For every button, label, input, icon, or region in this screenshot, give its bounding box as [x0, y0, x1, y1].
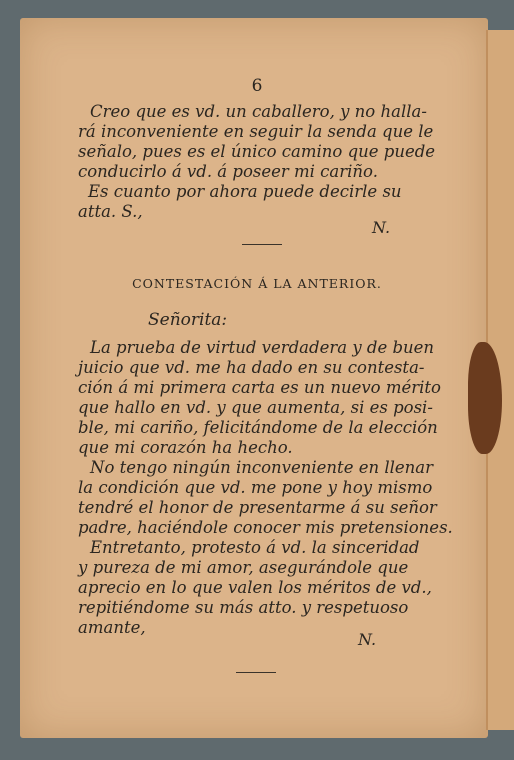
divider: [242, 244, 282, 245]
body-line: que mi corazón ha hecho.: [78, 438, 293, 457]
bottom-signature: N.: [358, 630, 377, 649]
body-line: La prueba de virtud verdadera y de buen: [90, 338, 435, 357]
body-line: repitiéndome su más atto. y respetuoso: [78, 598, 409, 617]
body-line: amante,: [78, 618, 146, 637]
body-line: ble, mi cariño, felicitándome de la elección: [78, 418, 438, 437]
body-line: juicio que vd. me ha dado en su contesta-: [78, 358, 425, 377]
top-text-line: atta. S.,: [78, 202, 143, 221]
body-line: tendré el honor de presentarme á su señor: [78, 498, 437, 517]
body-line: y pureza de mi amor, asegurándole que: [78, 558, 409, 577]
top-text-line: señalo, pues es el único camino que puede: [78, 142, 436, 161]
body-line: la condición que vd. me pone y hoy mismo: [78, 478, 433, 497]
top-text-line: Creo que es vd. un caballero, y no halla-: [90, 102, 427, 121]
body-line: padre, haciéndole conocer mis pretensiones.: [78, 518, 453, 537]
salutation: Señorita:: [148, 310, 228, 330]
page-number: 6: [251, 76, 263, 96]
top-text-line: conducirlo á vd. á poseer mi cariño.: [78, 162, 378, 181]
body-line: aprecio en lo que valen los méritos de vd.,: [78, 578, 432, 597]
divider: [236, 672, 276, 673]
body-line: ción á mi primera carta es un nuevo mérito: [78, 378, 441, 397]
section-heading: CONTESTACIÓN Á LA ANTERIOR.: [132, 276, 382, 291]
body-line: Entretanto, protesto á vd. la sinceridad: [90, 538, 420, 557]
body-line: que hallo en vd. y que aumenta, si es posi-: [78, 398, 433, 417]
body-line: No tengo ningún inconveniente en llenar: [90, 458, 434, 477]
top-signature: N.: [372, 218, 391, 237]
top-text-line: Es cuanto por ahora puede decirle su: [88, 182, 402, 201]
top-text-line: rá inconveniente en seguir la senda que le: [78, 122, 434, 141]
